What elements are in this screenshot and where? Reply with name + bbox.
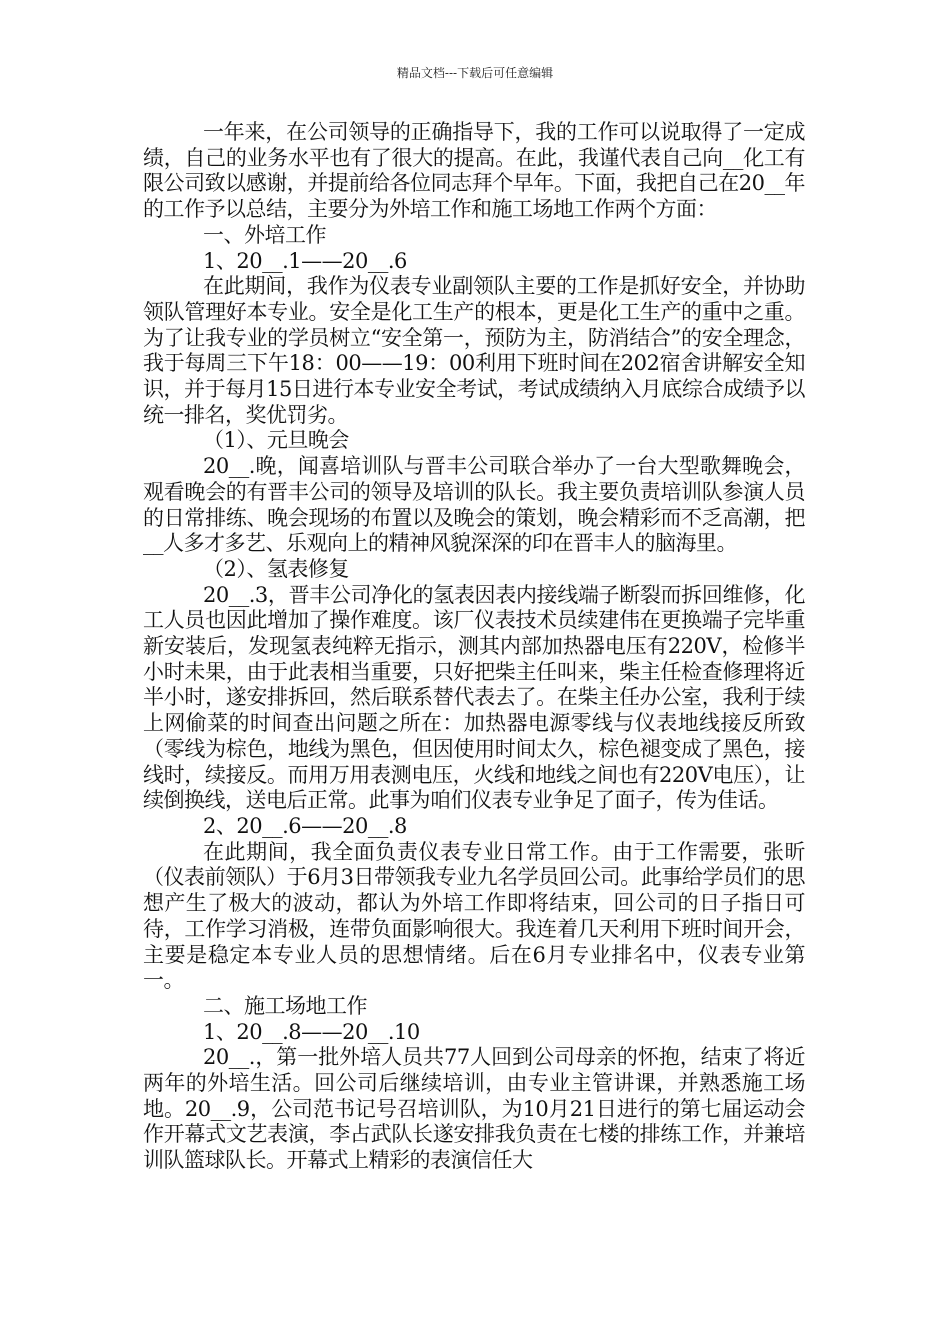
section-heading-external-training: 一、外培工作	[203, 222, 326, 247]
subsection-heading-new-year-gala: （1）、元旦晚会	[203, 428, 349, 453]
subsection-heading-period-2: 2、20__.6——20__.8	[203, 813, 407, 838]
paragraph-daily-work: 在此期间，我全面负责仪表专业日常工作。由于工作需要，张昕（仪表前领队）于6月3日带领我专业九名学员回公司。此事给学员们的思想产生了极大的波动，都认为外培工作即将结束，回公司的日子指日可待，工作学习消极，连带负面影响很大。我连着几天利用下班时间开会，主要是稳定本专业人员的思想情绪。后在6月专业排名中，仪表专业第一。	[143, 839, 805, 993]
document-body	[143, 120, 805, 1174]
paragraph-return: 20__.，第一批外培人员共77人回到公司母亲的怀抱，结束了将近两年的外培生活。回公司后继续培训，由专业主管讲课，并熟悉施工场地。20__.9，公司范书记号召培训队，为10月21日进行的第七届运动会作开幕式文艺表演，李占武队长遂安排我负责在七楼的排练工作，并兼培训队篮球队长。开幕式上精彩的表演信任大	[143, 1045, 805, 1173]
subsection-heading-hydrogen-meter: （2）、氢表修复	[203, 556, 349, 581]
page-header: 精品文档---下载后可任意编辑	[396, 66, 554, 80]
paragraph-gala: 20__.晚，闻喜培训队与晋丰公司联合举办了一台大型歌舞晚会，观看晚会的有晋丰公司的领导及培训的队长。我主要负责培训队参演人员的日常排练、晚会现场的布置以及晚会的策划，晚会精彩而不乏高潮，把__人多才多艺、乐观向上的精神风貌深深的印在晋丰人的脑海里。	[143, 454, 805, 556]
subsection-heading-period-3: 1、20__.8——20__.10	[203, 1019, 420, 1044]
paragraph-intro: 一年来，在公司领导的正确指导下，我的工作可以说取得了一定成绩，自己的业务水平也有了很大的提高。在此，我谨代表自己向__化工有限公司致以感谢，并提前给各位同志拜个早年。下面，我把自己在20__年的工作予以总结，主要分为外培工作和施工场地工作两个方面：	[143, 120, 805, 222]
paragraph-safety: 在此期间，我作为仪表专业副领队主要的工作是抓好安全，并协助领队管理好本专业。安全是化工生产的根本，更是化工生产的重中之重。为了让我专业的学员树立“安全第一，预防为主，防消结合”的安全理念，我于每周三下午18：00——19：00利用下班时间在202宿舍讲解安全知识，并于每月15日进行本专业安全考试，考试成绩纳入月底综合成绩予以统一排名，奖优罚劣。	[143, 274, 805, 427]
paragraph-hydrogen-meter: 20__.3，晋丰公司净化的氢表因表内接线端子断裂而拆回维修，化工人员也因此增加了操作难度。该厂仪表技术员续建伟在更换端子完毕重新安装后，发现氢表纯粹无指示，测其内部加热器电压有220V，检修半小时未果，由于此表相当重要，只好把柴主任叫来，柴主任检查修理将近半小时，遂安排拆回，然后联系替代表去了。在柴主任办公室，我利于续上网偷菜的时间查出问题之所在：加热器电源零线与仪表地线接反所致（零线为棕色，地线为黑色，但因使用时间太久，棕色褪变成了黑色，接线时，续接反。而用万用表测电压，火线和地线之间也有220V电压），让续倒换线，送电后正常。此事为咱们仪表专业争足了面子，传为佳话。	[143, 582, 805, 813]
section-heading-construction-site: 二、施工场地工作	[203, 993, 367, 1018]
subsection-heading-period-1: 1、20__.1——20__.6	[203, 248, 407, 273]
